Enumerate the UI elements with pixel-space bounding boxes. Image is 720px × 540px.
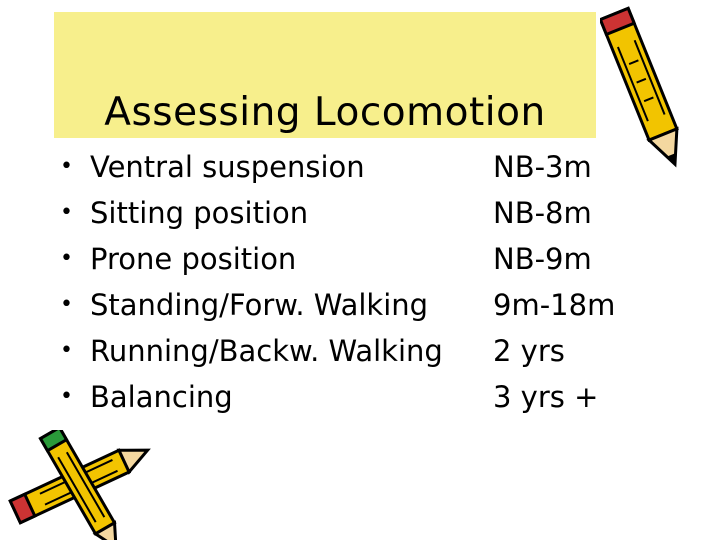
milestone-label: Prone position: [90, 242, 297, 276]
milestone-label: Running/Backw. Walking: [90, 334, 443, 368]
bullet: •: [60, 384, 73, 409]
crossed-pencils-icon: [0, 430, 160, 540]
milestone-label: Standing/Forw. Walking: [90, 288, 429, 322]
bullet: •: [60, 292, 73, 317]
milestone-age: 3 yrs +: [493, 380, 599, 414]
milestone-age: NB-3m: [493, 150, 592, 184]
bullet: •: [60, 154, 73, 179]
pencil-icon: [600, 0, 690, 180]
slide-title: Assessing Locomotion: [104, 90, 546, 135]
bullet: •: [60, 200, 73, 225]
milestone-age: NB-9m: [493, 242, 592, 276]
milestone-label: Sitting position: [90, 196, 309, 230]
milestone-age: 9m-18m: [493, 288, 616, 322]
milestone-label: Balancing: [90, 380, 233, 414]
title-background: [54, 12, 596, 138]
bullet: •: [60, 338, 73, 363]
milestone-age: 2 yrs: [493, 334, 565, 368]
milestone-age: NB-8m: [493, 196, 592, 230]
bullet: •: [60, 246, 73, 271]
milestone-label: Ventral suspension: [90, 150, 365, 184]
